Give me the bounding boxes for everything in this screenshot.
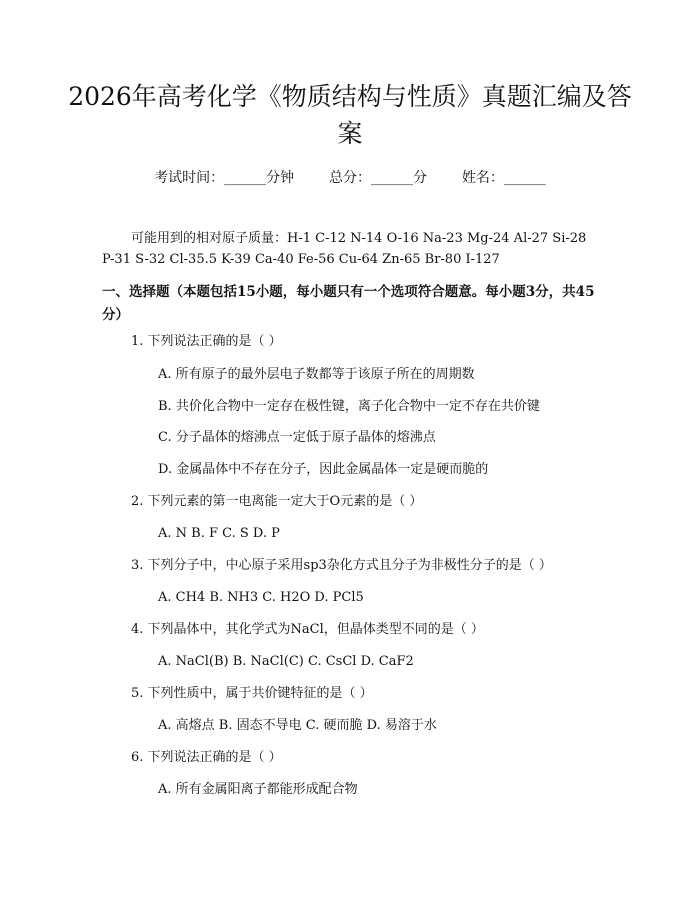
question-stem: 6. 下列说法正确的是（ ） xyxy=(131,750,282,765)
question-option: A. N B. F C. S D. P xyxy=(158,526,280,541)
student-name-label: 姓名：______ xyxy=(461,170,546,186)
question-stem: 2. 下列元素的第一电离能一定大于O元素的是（ ） xyxy=(131,494,423,509)
exam-meta xyxy=(0,168,700,188)
question-option: A. 高熔点 B. 固态不导电 C. 硬而脆 D. 易溶于水 xyxy=(158,718,437,733)
exam-time-label: 考试时间：______分钟 xyxy=(154,170,295,186)
atomic-mass-line-2: P-31 S-32 Cl-35.5 K-39 Ca-40 Fe-56 Cu-64 Zn-65 Br-80 I-127 xyxy=(102,252,500,267)
question-option: A. NaCl(B) B. NaCl(C) C. CsCl D. CaF2 xyxy=(158,654,414,669)
question-option: D. 金属晶体中不存在分子，因此金属晶体一定是硬而脆的 xyxy=(158,462,489,477)
question-option: C. 分子晶体的熔沸点一定低于原子晶体的熔沸点 xyxy=(158,430,436,445)
question-option: A. CH4 B. NH3 C. H2O D. PCl5 xyxy=(158,590,364,605)
question-stem: 5. 下列性质中，属于共价键特征的是（ ） xyxy=(131,686,373,701)
document-title: 2026年高考化学《物质结构与性质》真题汇编及答案 xyxy=(68,82,632,148)
total-score-label: 总分：______分 xyxy=(329,170,427,186)
section-heading: 一、选择题（本题包括15小题，每小题只有一个选项符合题意。每小题3分，共45分） xyxy=(102,284,595,323)
question-option: A. 所有金属阳离子都能形成配合物 xyxy=(158,782,358,797)
atomic-mass-line-1: 可能用到的相对原子质量：H-1 C-12 N-14 O-16 Na-23 Mg-24 Al-27 Si-28 xyxy=(131,231,587,246)
question-stem: 3. 下列分子中，中心原子采用sp3杂化方式且分子为非极性分子的是（ ） xyxy=(131,558,552,573)
question-option: A. 所有原子的最外层电子数都等于该原子所在的周期数 xyxy=(158,367,475,382)
question-option: B. 共价化合物中一定存在极性键，离子化合物中一定不存在共价键 xyxy=(158,399,540,414)
question-stem: 4. 下列晶体中，其化学式为NaCl，但晶体类型不同的是（ ） xyxy=(131,622,484,637)
question-stem: 1. 下列说法正确的是（ ） xyxy=(131,334,282,349)
